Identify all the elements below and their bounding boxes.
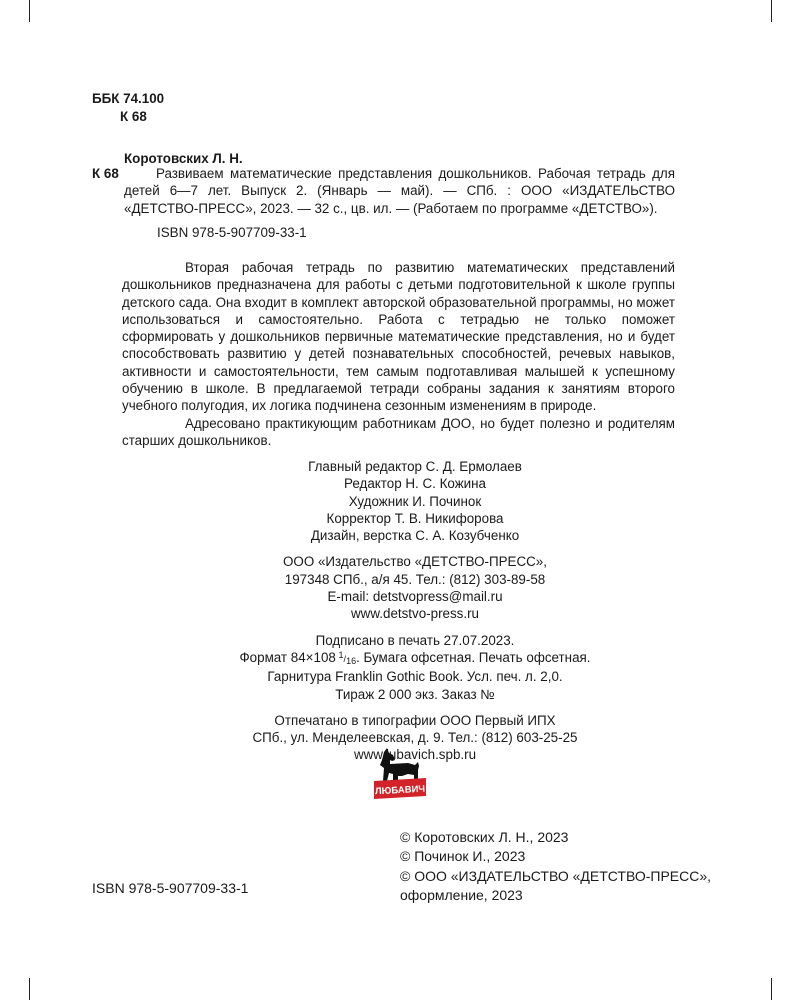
bibliographic-description: Развиваем математические представления дошкольников. Рабочая тетрадь для детей 6—7 лет. Выпуск 2. (Январь — май). — СПб. : ООО «ИЗДАТЕЛЬСТВО «ДЕТСТВО-ПРЕСС», 2023. — 32 с., цв. ил. — (Работаем по программе «ДЕТСТВО»). (124, 166, 675, 216)
publisher-website: www.detstvo-press.ru (351, 606, 479, 622)
logo-banner (374, 778, 426, 799)
bbk-code: ББК 74.100 (92, 91, 165, 106)
print-typeface: Гарнитура Franklin Gothic Book. Усл. печ. л. 2,0. (267, 669, 563, 685)
printer-website: www.lubavich.spb.ru (353, 747, 477, 763)
isbn-bottom: ISBN 978-5-907709-33-1 (92, 880, 249, 896)
copyright-design: оформление, 2023 (400, 886, 523, 903)
margin-author-mark: К 68 (92, 166, 119, 181)
imprint-block (230, 458, 600, 764)
print-format: Формат 84×108 1/16. Бумага офсетная. Печать офсетная. (239, 649, 591, 666)
print-signed-date: Подписано в печать 27.07.2023. (315, 632, 515, 648)
crop-mark-top-left (29, 0, 30, 22)
credit-editor: Редактор Н. С. Кожина (344, 476, 486, 492)
publisher-address: 197348 СПб., а/я 45. Тел.: (812) 303-89-58 (284, 571, 546, 587)
annotation-paragraph-2: Адресовано практикующим работникам ДОО, но будет полезно и родителям старших дошкольников. (122, 415, 675, 448)
author-heading: Коротовских Л. Н. (124, 151, 243, 166)
print-run: Тираж 2 000 экз. Заказ № (335, 686, 495, 702)
isbn-top: ISBN 978-5-907709-33-1 (157, 225, 307, 240)
dog-silhouette-icon (380, 748, 419, 781)
credit-design: Дизайн, верстка С. А. Козубченко (310, 528, 520, 544)
crop-mark-bottom-left (29, 978, 30, 1000)
publisher-email: E-mail: detstvopress@mail.ru (327, 589, 503, 605)
annotation (122, 259, 675, 449)
crop-mark-top-right (771, 0, 772, 22)
credit-proofreader: Корректор Т. В. Никифорова (326, 510, 504, 526)
annotation-paragraph-1: Вторая рабочая тетрадь по развитию математических представлений дошкольников предназначена для работы с детьми подготовительной к школе группы детского сада. Она входит в комплект авторской образовательной программы, но может использоваться и самостоятельно. Работа с тетрадью не только поможет сформировать у дошкольников первичные математические представления, но и будет способствовать развитию у детей познавательных способностей, речевых навыков, активности и самостоятельности, тем самым подготавливая малышей к успешному обучению в школе. В предлагаемой тетради собраны задания к занятиям второго учебного полугодия, их логика подчинена сезонным изменениям в природе. (122, 260, 675, 414)
copyright-publisher: © ООО «ИЗДАТЕЛЬСТВО «ДЕТСТВО-ПРЕСС», (400, 867, 712, 884)
publisher-name: ООО «Издательство «ДЕТСТВО-ПРЕСС», (283, 554, 547, 570)
credit-artist: Художник И. Починок (348, 493, 482, 509)
printer-name: Отпечатано в типографии ООО Первый ИПХ (274, 712, 556, 728)
copyright-author: © Коротовских Л. Н., 2023 (400, 829, 569, 845)
crop-mark-bottom-right (771, 978, 772, 1000)
printer-logo (368, 748, 430, 800)
printer-address: СПб., ул. Менделеевская, д. 9. Тел.: (812) 603-25-25 (252, 730, 578, 746)
copyright-illustrator: © Починок И., 2023 (400, 848, 526, 865)
author-mark: К 68 (120, 109, 147, 124)
credit-chief-editor: Главный редактор С. Д. Ермолаев (308, 459, 522, 474)
logo-text: ЛЮБАВИЧ (374, 783, 426, 798)
copyright-block (400, 828, 711, 905)
